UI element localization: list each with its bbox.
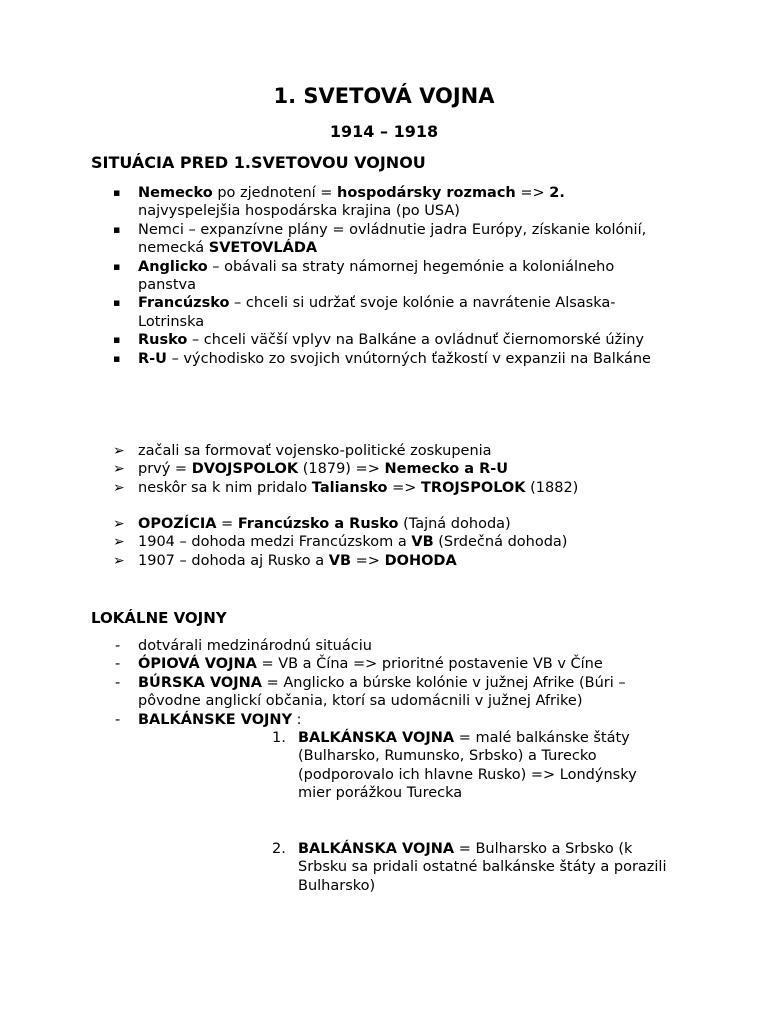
- dash-bullet-icon: -: [115, 711, 121, 728]
- page-subtitle-years: 1914 – 1918: [329, 122, 439, 141]
- list-item: - BALKÁNSKE VOJNY :: [115, 711, 302, 728]
- list-item: ➢ OPOZÍCIA = Francúzsko a Rusko (Tajná dohoda): [113, 516, 511, 532]
- list-item: - ÓPIOVÁ VOJNA = VB a Čína => prioritné postavenie VB v Číne: [115, 656, 603, 673]
- list-item: 2. BALKÁNSKA VOJNA = Bulharsko a Srbsko (k Srbsku sa pridali ostatné balkánske štáty a porazili Bulharsko): [272, 841, 667, 894]
- square-bullet-icon: ▪: [113, 222, 121, 236]
- dash-bullet-icon: -: [115, 638, 121, 654]
- list-item: ➢ neskôr sa k nim pridalo Taliansko => TROJSPOLOK (1882): [113, 479, 579, 496]
- arrow-bullet-icon: ➢: [113, 443, 125, 459]
- list-item: ▪ Francúzsko – chceli si udržať svoje kolónie a navrátenie Alsaska-Lotrinska: [113, 295, 616, 330]
- square-bullet-icon: ▪: [113, 259, 121, 273]
- square-bullet-icon: ▪: [113, 296, 121, 310]
- list-item: ▪ Anglicko – obávali sa straty námornej hegemónie a koloniálneho panstva: [113, 258, 615, 294]
- arrow-list-opposition: [0, 515, 768, 570]
- list-number: 1.: [272, 730, 286, 746]
- list-item: - BÚRSKA VOJNA = Anglicko a búrske kolónie v južnej Afrike (Búri – pôvodne anglickí občania, ktorí sa udomácnili v južnej Afrike): [115, 674, 626, 710]
- list-item: - dotvárali medzinárodnú situáciu: [115, 638, 372, 654]
- numbered-list-balkan-wars-2: [0, 840, 768, 895]
- dash-bullet-icon: -: [115, 656, 121, 673]
- list-item: ➢ 1904 – dohoda medzi Francúzskom a VB (Srdečná dohoda): [113, 534, 568, 551]
- list-item: ➢ 1907 – dohoda aj Rusko a VB => DOHODA: [113, 552, 457, 569]
- dash-bullet-icon: -: [115, 674, 121, 691]
- list-number: 2.: [272, 841, 286, 857]
- list-item: 1. BALKÁNSKA VOJNA = malé balkánske štáty (Bulharsko, Rumunsko, Srbsko) a Turecko (podporovalo ich hlavne Rusko) => Londýnsky mier porážkou Turecka: [272, 730, 637, 802]
- square-bullet-icon: ▪: [113, 351, 121, 365]
- square-bullet-icon: ▪: [113, 333, 121, 347]
- list-item: ▪ Nemecko po zjednotení = hospodársky rozmach => 2. najvyspelejšia hospodárska krajina (po USA): [113, 185, 565, 220]
- square-bullet-icon: ▪: [113, 186, 121, 199]
- section-heading-situation: SITUÁCIA PRED 1.SVETOVOU VOJNOU: [91, 153, 426, 172]
- numbered-list-balkan-wars: [0, 729, 768, 803]
- arrow-bullet-icon: ➢: [113, 461, 125, 478]
- arrow-list-alliances: [0, 442, 768, 497]
- page-title: 1. SVETOVÁ VOJNA: [273, 84, 495, 108]
- list-item: ▪ R-U – východisko zo svojich vnútorných ťažkostí v expanzii na Balkáne: [113, 350, 651, 367]
- dash-list-local-wars: [0, 637, 768, 729]
- list-item: ➢ začali sa formovať vojensko-politické zoskupenia: [113, 443, 492, 459]
- arrow-bullet-icon: ➢: [113, 479, 125, 496]
- bullet-list-situation: [0, 184, 768, 368]
- list-item: ▪ Rusko – chceli väčší vplyv na Balkáne a ovládnuť čiernomorské úžiny: [113, 332, 644, 349]
- arrow-bullet-icon: ➢: [113, 516, 125, 532]
- arrow-bullet-icon: ➢: [113, 534, 125, 551]
- arrow-bullet-icon: ➢: [113, 552, 125, 569]
- list-item: ▪ Nemci – expanzívne plány = ovládnutie jadra Európy, získanie kolónií, nemecká SVETOVLÁDA: [113, 221, 647, 257]
- section-heading-local-wars: LOKÁLNE VOJNY: [91, 609, 227, 627]
- list-item: ➢ prvý = DVOJSPOLOK (1879) => Nemecko a R-U: [113, 461, 509, 478]
